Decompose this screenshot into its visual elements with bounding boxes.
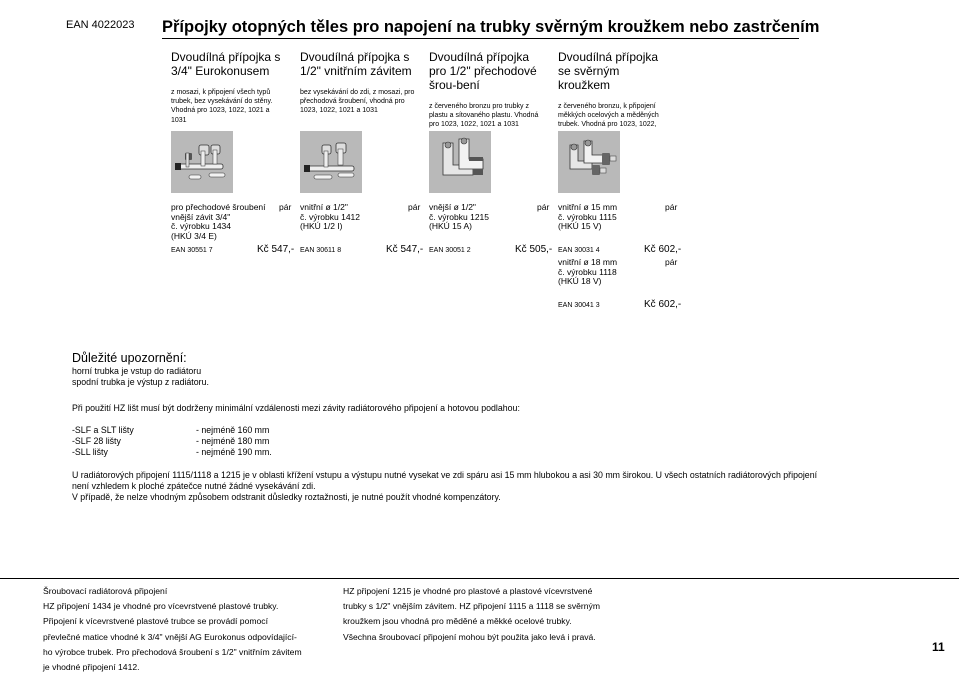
ean-number: EAN 30611 8	[300, 247, 342, 254]
rule-row	[72, 447, 272, 458]
footer-line: Šroubovací radiátorová připojení	[43, 586, 168, 596]
price: Kč 602,-	[644, 244, 682, 255]
product-heading: Dvoudílná přípojka se svěrným kroužkem	[558, 50, 659, 92]
footer-line: je vhodné připojení 1412.	[43, 662, 140, 673]
product-image-1	[171, 131, 233, 193]
footer-line: kroužkem jsou vhodná pro měděné a měkké ocelové trubky.	[343, 616, 572, 627]
footer-line: převlečné matice vhodné k 3/4" vnější AG Eurokonus odpovídající-	[43, 631, 297, 642]
spec-line: (HKÚ 15 A)	[429, 221, 472, 232]
ean-code: EAN 4022023	[66, 19, 135, 31]
spec-line: č. výrobku 1215	[429, 211, 490, 222]
rule-name: -SLF a SLT lišty	[72, 425, 134, 435]
footer-line: ho výrobce trubek. Pro přechodová šroubení s 1/2" vnitřním závitem	[43, 646, 302, 657]
product-heading: Dvoudílná přípojka s 3/4" Eurokonusem	[171, 50, 281, 78]
ean-number: EAN 30041 3	[558, 302, 600, 309]
price: Kč 547,-	[257, 244, 295, 255]
spec-line: vnitřní ø 15 mm	[558, 202, 618, 212]
product-spec-4b	[558, 258, 676, 287]
rule-name: -SLF 28 lišty	[72, 436, 121, 446]
spec-line: č. výrobku 1118	[558, 266, 617, 277]
product-heading: Dvoudílná přípojka s 1/2" vnitřním závitem	[300, 50, 412, 78]
product-column-2	[300, 50, 415, 116]
notice-line: horní trubka je vstup do radiátoru	[72, 366, 202, 376]
page-title: Přípojky otopných těles pro napojení na trubky svěrným kroužkem nebo zastrčením	[162, 18, 820, 36]
footer-line: trubky s 1/2" vnějším závitem. HZ připojení 1115 a 1118 se svěrným	[343, 601, 600, 612]
footer-line: HZ připojení 1434 je vhodné pro vícevrstvené plastové trubky.	[43, 601, 279, 612]
ean-number: EAN 30551 7	[171, 247, 213, 254]
product-image-4	[558, 131, 620, 193]
product-spec-2	[300, 202, 421, 232]
price: Kč 547,-	[386, 244, 424, 255]
spec-line: (HKÚ 15 V)	[558, 221, 602, 232]
notice-lines	[72, 366, 209, 388]
product-column-1	[171, 50, 286, 125]
rule-row	[72, 436, 272, 447]
unit-label: pár	[537, 202, 550, 212]
product-description: bez vysekávání do zdi, z mosazi, pro přechodová šroubení, vhodná pro 1023, 1022, 1021 a 1031	[300, 89, 415, 115]
footer-right-text	[343, 584, 600, 645]
product-column-4	[558, 50, 673, 139]
title-divider	[162, 38, 799, 39]
price: Kč 505,-	[515, 244, 553, 255]
unit-label: pár	[665, 202, 678, 212]
product-column-3	[429, 50, 544, 130]
page-number: 11	[932, 640, 945, 654]
compression-connector-icon	[558, 131, 620, 193]
ean-number: EAN 30051 2	[429, 247, 471, 254]
rule-name: -SLL lišty	[72, 447, 108, 457]
footer-left-text	[43, 584, 302, 675]
paragraph-line: není vzhledem k ploché zpátečce nutné žádné vysekávání zdi.	[72, 481, 316, 491]
spec-line: vnější závit 3/4"	[171, 211, 231, 222]
spec-line: pro přechodové šroubení	[171, 202, 266, 212]
product-spec-3	[429, 202, 550, 232]
footer-line: Všechna šroubovací připojení mohou být použita jako levá i pravá.	[343, 631, 596, 642]
rule-value: - nejméně 180 mm	[196, 436, 270, 446]
paragraph-line: U radiátorových připojení 1115/1118 a 1215 je v oblasti křížení vstupu a výstupu nutné vysekat ve zdi spáru asi 15 mm hlubokou a asi 30 mm širokou. U všech ostatních radiátorových připojení	[72, 470, 818, 480]
spec-line: č. výrobku 1434	[171, 221, 232, 232]
rule-value: - nejméně 160 mm	[196, 425, 270, 435]
two-pipe-connector-icon	[300, 131, 362, 193]
ean-number: EAN 30031 4	[558, 247, 600, 254]
spec-line: (HKÚ 1/2 I)	[300, 221, 343, 232]
paragraph-line: V případě, že nelze vhodným způsobem odstranit důsledky roztažnosti, je nutné použít vhodné kompenzátory.	[72, 492, 501, 502]
spec-line: vnitřní ø 1/2"	[300, 202, 348, 212]
notice-line: spodní trubka je výstup z radiátoru.	[72, 377, 209, 387]
distance-intro: Při použití HZ lišt musí být dodrženy minimální vzdálenosti mezi závity radiátorového připojení a hotovou podlahou:	[72, 403, 520, 413]
unit-label: pár	[279, 202, 292, 212]
product-description: z červeného bronzu, k připojení měkkých ocelových a měděných trubek. Vhodná pro 1023, 1022,	[558, 103, 659, 129]
footer-line: HZ připojení 1215 je vhodné pro plastové a plastové vícevrstvené	[343, 586, 593, 596]
spec-line: (HKÚ 3/4 E)	[171, 230, 217, 241]
rule-row	[72, 425, 272, 436]
footer-line: Připojení k vícevrstvené plastové trubce se provádí pomocí	[43, 616, 268, 627]
notice-title: Důležité upozornění:	[72, 351, 187, 365]
product-spec-4	[558, 203, 676, 232]
spec-line: (HKÚ 18 V)	[558, 276, 602, 287]
product-heading: Dvoudílná přípojka pro 1/2" přechodové šrou-bení	[429, 50, 537, 92]
product-description: z mosazi, k připojení všech typů trubek, bez vysekávání do stěny. Vhodná pro 1023, 1022, 1021 a 1031	[171, 89, 273, 124]
product-image-2	[300, 131, 362, 193]
spec-line: vnitřní ø 18 mm	[558, 257, 618, 267]
spec-line: č. výrobku 1115	[558, 211, 617, 222]
product-image-3	[429, 131, 491, 193]
spec-line: č. výrobku 1412	[300, 211, 361, 222]
spec-line: vnější ø 1/2"	[429, 202, 476, 212]
unit-label: pár	[408, 202, 421, 212]
elbow-connector-icon	[429, 131, 491, 193]
two-pipe-connector-icon	[171, 131, 233, 193]
price: Kč 602,-	[644, 299, 682, 310]
installation-paragraph	[72, 470, 832, 503]
unit-label: pár	[665, 257, 678, 267]
footer-divider	[0, 578, 959, 579]
distance-rules	[72, 425, 272, 458]
product-spec-1	[171, 202, 292, 241]
rule-value: - nejméně 190 mm.	[196, 447, 272, 457]
product-description: z červeného bronzu pro trubky z plastu a sítovaného plastu. Vhodná pro 1023, 1022, 1021 a 1031	[429, 103, 539, 129]
